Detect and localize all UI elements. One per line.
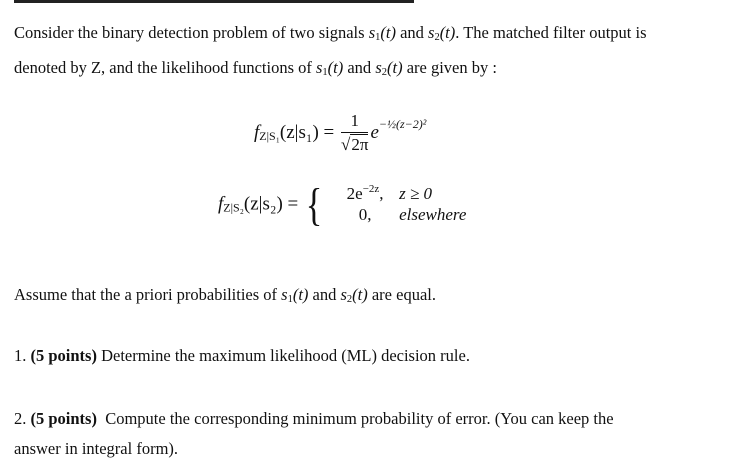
question-1: [14, 341, 470, 371]
top-rule: [14, 0, 414, 3]
signal-s1: s1(t): [368, 23, 396, 43]
case2-condition: elsewhere: [399, 205, 467, 224]
eq2-cases: [331, 183, 466, 227]
eq2-argument: (z|s₂) =: [243, 193, 299, 215]
eq1-argument: (z|s₁) =: [279, 121, 335, 143]
intro-line2-and: and: [343, 58, 376, 77]
case1-condition: z ≥ 0: [399, 184, 433, 203]
q2-line-1: [14, 404, 614, 434]
question-2: [14, 404, 614, 464]
intro-text-end: . The matched filter output is: [455, 23, 647, 42]
eq1-f: f: [254, 121, 260, 143]
signal-s2-ref: s2(t): [375, 58, 403, 78]
case-row-1: [331, 183, 466, 205]
eq2-subscript: Z|S₂: [223, 200, 244, 215]
eq1-subscript: Z|S₁: [259, 128, 280, 143]
intro-text: Consider the binary detection problem of two signals: [14, 23, 369, 42]
eq2-f: f: [218, 193, 224, 215]
intro-line-2: [14, 53, 647, 88]
assumption-end: are equal.: [367, 285, 436, 304]
sqrt-symbol: √: [341, 135, 351, 154]
assumption-paragraph: [14, 280, 436, 315]
intro-line2-text: denoted by Z, and the likelihood functions of: [14, 58, 316, 77]
eq1-radicand: 2π: [351, 135, 369, 154]
eq1-exponent: −½(z−2)²: [378, 116, 427, 131]
likelihood-equation-s1: [254, 110, 426, 157]
assumption-s2: s2(t): [340, 285, 368, 305]
intro-and: and: [395, 23, 429, 42]
eq1-denominator: [341, 133, 368, 157]
q2-line-2: answer in integral form).: [14, 439, 179, 458]
q1-text: Determine the maximum likelihood (ML) decision rule.: [96, 346, 470, 365]
likelihood-equation-s2: [218, 179, 467, 230]
q2-number: 2.: [14, 409, 31, 428]
signal-s1-ref: s1(t): [315, 58, 344, 78]
case1-value: $2e^{-2z}$,: [346, 183, 384, 203]
eq1-numerator: 1: [341, 110, 368, 133]
q1-number: 1.: [14, 346, 31, 365]
eq1-fraction: [341, 110, 368, 157]
signal-s2: s2(t): [428, 23, 456, 43]
assumption-s1: s1(t): [281, 285, 309, 305]
q2-points: (5 points): [30, 409, 97, 428]
intro-line2-end: are given by :: [402, 58, 497, 77]
assumption-text: Assume that the a priori probabilities of: [14, 285, 282, 304]
problem-intro: [14, 18, 647, 88]
q2-text: Compute the corresponding minimum probability of error. (You can keep the: [96, 409, 614, 428]
q1-points: (5 points): [30, 346, 97, 365]
eq1-exp-base: e: [370, 121, 379, 143]
intro-line-1: [14, 18, 647, 53]
assumption-and: and: [308, 285, 341, 304]
case-row-2: [331, 205, 466, 227]
case2-value: 0,: [358, 205, 372, 224]
cases-brace: {: [305, 179, 323, 230]
